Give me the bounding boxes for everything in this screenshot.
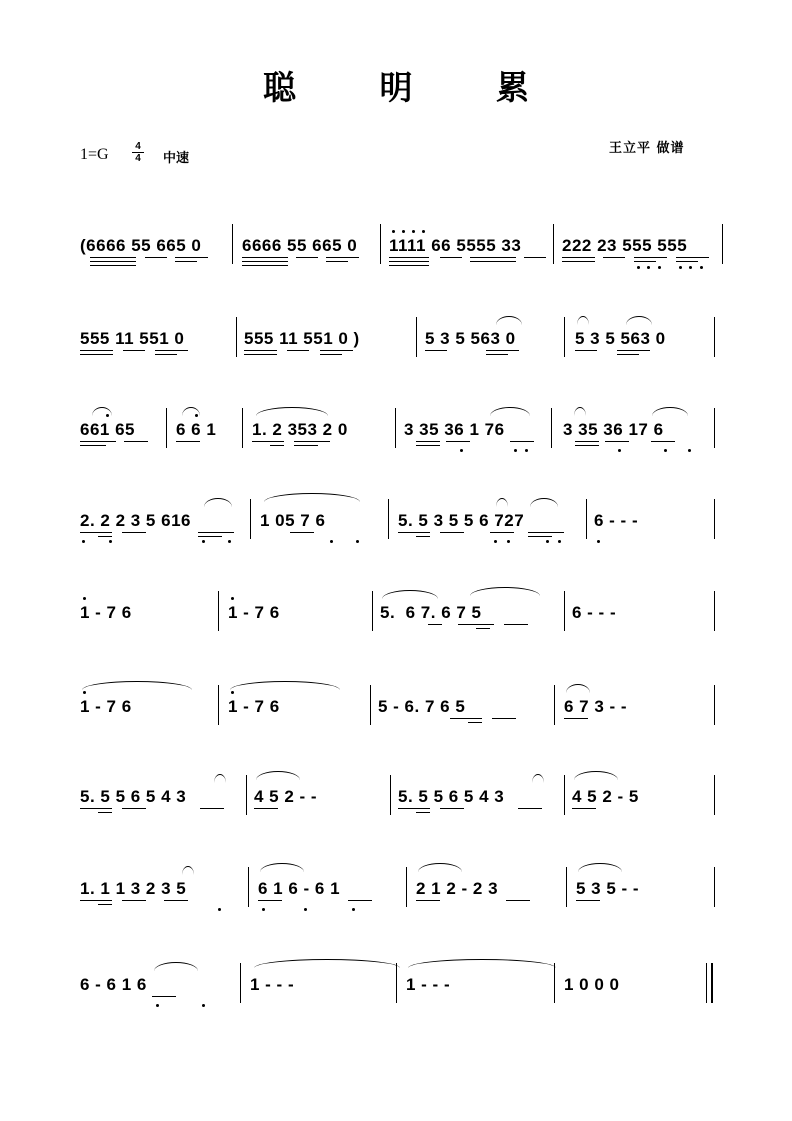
measure: 5. 5 5 6 5 4 3 [80,787,187,806]
score-line [78,697,724,757]
measure: 5 3 5 563 0 [575,329,666,348]
time-signature-top: 4 [135,141,141,152]
measure: 2 1 2 - 2 3 [416,879,499,898]
measure: 661 65 [80,420,135,439]
measure: 5 3 5 - - [576,879,640,898]
measure: 4 5 2 - 5 [572,787,639,806]
arranger-credit: 王立平 做谱 [609,141,685,156]
measure: 6 7 3 - - [564,697,628,716]
measure: 3 35 36 1 76 [404,420,505,439]
measure: 6 - - - [594,511,639,530]
measure: 555 11 551 0 ) [244,329,360,348]
measure: 6 - 6 1 6 [80,975,147,994]
score-line [78,603,724,663]
score-line [78,420,724,480]
measure: 4 5 2 - - [254,787,318,806]
time-signature-bottom: 4 [135,153,141,164]
measure: 6 - - - [572,603,617,622]
measure: 1111 66 5555 33 [389,236,522,255]
measure: 1 - 7 6 [228,697,280,716]
score-line [78,975,724,1035]
measure: 1 - - - [406,975,451,994]
measure: 1 05 7 6 [260,511,326,530]
measure: 2. 2 2 3 5 616 [80,511,191,530]
score-line [78,879,724,939]
measure: 1 - - - [250,975,295,994]
measure: 6666 55 665 0 [242,236,358,255]
song-title: 聪 明 累 [263,68,565,107]
measure: 222 23 555 555 [562,236,688,255]
measure: 1. 2 353 2 0 [252,420,348,439]
measure: 1. 1 1 3 2 3 5 [80,879,187,898]
measure: 1 0 0 0 [564,975,620,994]
score-line [78,511,724,571]
measure: 1 - 7 6 [228,603,280,622]
key-signature: 1=G [80,146,109,163]
score-line [78,787,724,847]
measure: 3 35 36 17 6 [563,420,664,439]
measure: 5. 5 3 5 5 6 727 [398,511,525,530]
measure: 6 1 6 - 6 1 [258,879,341,898]
score-line [78,236,724,296]
measure: 1 - 7 6 [80,697,132,716]
measure: (6666 55 665 0 [80,236,202,255]
measure: 6 6 1 [176,420,217,439]
measure: 5. 6 7. 6 7 5 [380,603,482,622]
measure: 5 3 5 563 0 [425,329,516,348]
measure: 5. 5 5 6 5 4 3 [398,787,505,806]
measure: 555 11 551 0 [80,329,185,348]
tempo-marking: 中速 [163,151,190,166]
measure: 5 - 6. 7 6 5 [378,697,466,716]
measure: 1 - 7 6 [80,603,132,622]
time-signature [131,141,145,164]
score-line [78,329,724,389]
